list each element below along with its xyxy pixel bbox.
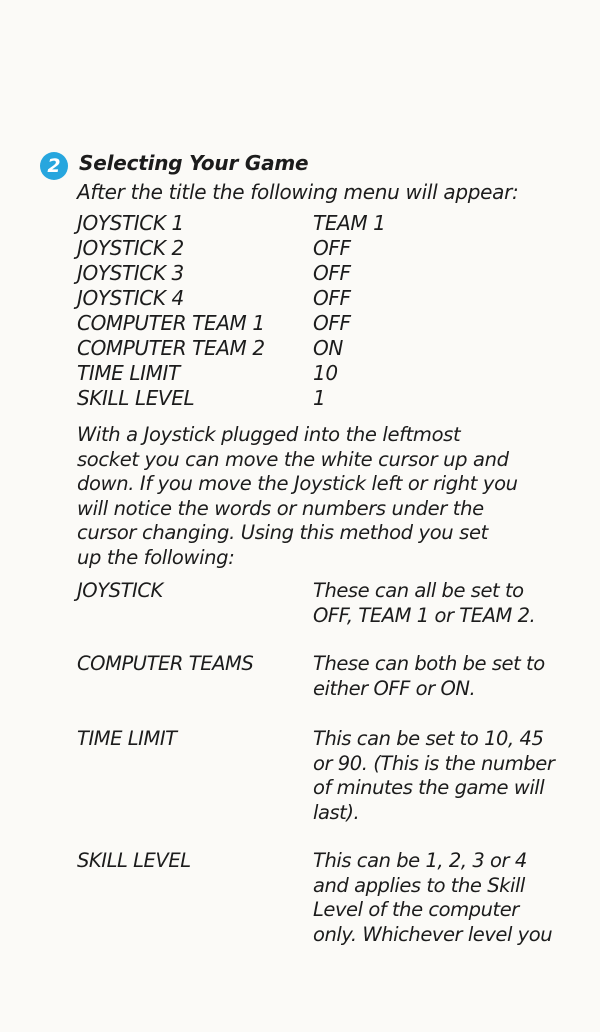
option-label: SKILL LEVEL (77, 849, 191, 872)
description-line: of minutes the game will (313, 776, 545, 799)
paragraph-line: up the following: (77, 545, 235, 569)
menu-item-label: JOYSTICK 4 (77, 286, 184, 310)
menu-item-label: COMPUTER TEAM 2 (77, 336, 265, 360)
description-line: or 90. (This is the number (313, 751, 555, 775)
menu-row (77, 336, 557, 361)
description-line: last). (313, 800, 360, 824)
instructions-paragraph (77, 423, 557, 570)
option-label: COMPUTER TEAMS (77, 652, 254, 675)
description-line: This can be set to 10, 45 (313, 727, 544, 750)
menu-item-label: SKILL LEVEL (77, 386, 195, 410)
description-line: only. Whichever level you (313, 922, 553, 946)
menu-item-value: OFF (313, 311, 351, 335)
paragraph-line: down. If you move the Joystick left or right you (77, 472, 518, 495)
option-description (313, 849, 575, 947)
menu-item-label: JOYSTICK 2 (77, 236, 184, 260)
paragraph-line: will notice the words or numbers under the (77, 496, 484, 520)
description-line: and applies to the Skill (313, 873, 525, 897)
menu-item-label: COMPUTER TEAM 1 (77, 311, 265, 335)
section-number-badge: 2 (40, 152, 68, 180)
menu-item-label: TIME LIMIT (77, 361, 180, 385)
menu-item-value: OFF (313, 236, 351, 260)
menu-row (77, 361, 557, 386)
menu-item-label: JOYSTICK 3 (77, 261, 184, 285)
option-label: TIME LIMIT (77, 727, 177, 750)
menu-listing (77, 211, 557, 411)
description-line: Level of the computer (313, 898, 519, 921)
menu-row (77, 211, 557, 236)
menu-item-value: TEAM 1 (313, 211, 386, 235)
description-line: These can both be set to (313, 652, 545, 675)
option-description (313, 579, 575, 628)
paragraph-line: With a Joystick plugged into the leftmost (77, 423, 461, 446)
description-line: OFF, TEAM 1 or TEAM 2. (313, 603, 536, 627)
menu-row (77, 386, 557, 411)
option-description (313, 652, 575, 701)
section-title: Selecting Your Game (79, 151, 309, 175)
menu-row (77, 286, 557, 311)
paragraph-line: cursor changing. Using this method you set (77, 521, 488, 544)
menu-row (77, 236, 557, 261)
paragraph-line: socket you can move the white cursor up and (77, 447, 509, 471)
description-line: These can all be set to (313, 579, 524, 602)
intro-text: After the title the following menu will appear: (77, 180, 519, 204)
menu-item-value: 1 (313, 386, 326, 410)
menu-item-value: ON (313, 336, 343, 360)
option-label: JOYSTICK (77, 579, 163, 602)
menu-item-value: OFF (313, 286, 351, 310)
menu-row (77, 311, 557, 336)
menu-item-value: OFF (313, 261, 351, 285)
menu-item-label: JOYSTICK 1 (77, 211, 184, 235)
menu-row (77, 261, 557, 286)
option-description (313, 727, 575, 825)
description-line: This can be 1, 2, 3 or 4 (313, 849, 527, 872)
menu-item-value: 10 (313, 361, 338, 385)
description-line: either OFF or ON. (313, 676, 476, 700)
